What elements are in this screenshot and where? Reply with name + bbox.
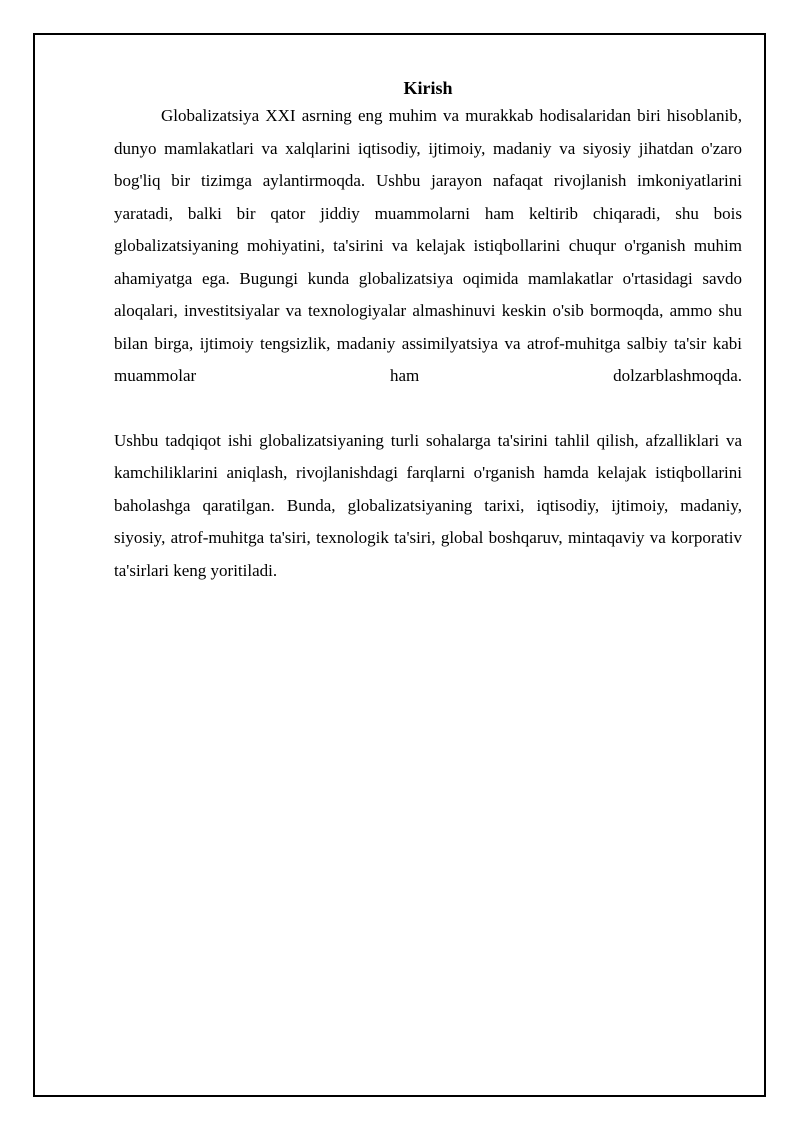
research-paragraph: Ushbu tadqiqot ishi globalizatsiyaning turli sohalarga ta'sirini tahlil qilish, afzalliklari va kamchiliklarini aniqlash, rivojlanishdagi farqlarni o'rganish hamda kelajak istiqbollarini baholashga qaratilgan. Bunda, globalizatsiyaning tarixi, iqtisodiy, ijtimoiy, madaniy, siyosiy, atrof-muhitga ta'siri, texnologik ta'siri, global boshqaruv, mintaqaviy va korporativ ta'sirlari keng yoritiladi. — [114, 430, 742, 580]
document-title: Kirish — [403, 78, 453, 98]
intro-paragraph: Globalizatsiya XXI asrning eng muhim va murakkab hodisalaridan biri hisoblanib, dunyo mamlakatlari va xalqlarini iqtisodiy, ijtimoiy, madaniy va siyosiy jihatdan o'zaro bog'liq bir tizimga aylantirmoqda. Ushbu jarayon nafaqat rivojlanish imkoniyatlarini yaratadi, balki bir qator jiddiy muammolarni ham keltirib chiqaradi, shu bois globalizatsiyaning mohiyatini, ta'sirini va kelajak istiqbollarini chuqur o'rganish muhim ahamiyatga ega. Bugungi kunda globalizatsiya oqimida mamlakatlar o'rtasidagi savdo aloqalari, investitsiyalar va texnologiyalar almashinuvi keskin o'sib bormoqda, ammo shu bilan birga, ijtimoiy tengsizlik, madaniy assimilyatsiya va atrof-muhitga salbiy ta'sir kabi muammolar ham dolzarblashmoqda. — [114, 106, 742, 385]
document-body — [114, 76, 742, 587]
